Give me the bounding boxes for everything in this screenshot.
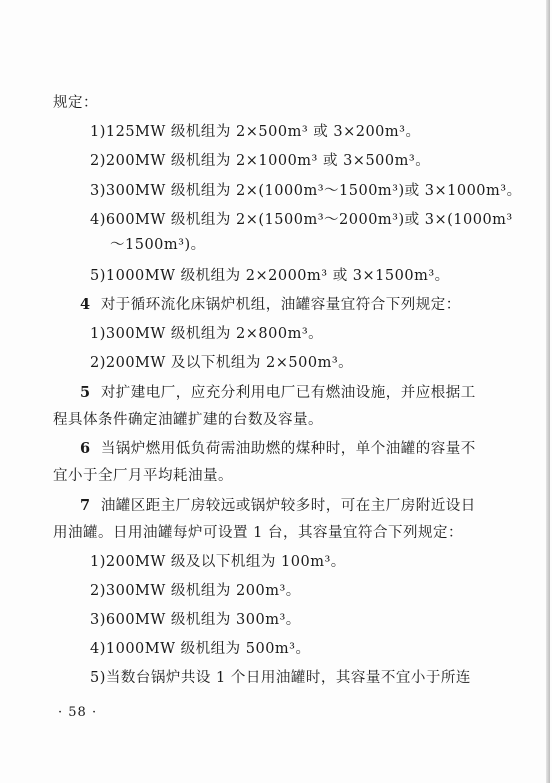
clause-number: 5 [80, 384, 91, 401]
clause-number: 6 [80, 440, 91, 457]
text-line: 程具体条件确定油罐扩建的台数及容量。 [53, 412, 323, 428]
list-item: 1)300MW 级机组为 2×800m³。 [90, 326, 324, 342]
list-item: 4)600MW 级机组为 2×(1500m³～2000m³)或 3×(1000m³ [90, 212, 513, 228]
clause: 5 对扩建电厂，应充分利用电厂已有燃油设施，并应根据工 [80, 384, 476, 401]
clause: 4 对于循环流化床锅炉机组，油罐容量宜符合下列规定： [80, 296, 461, 313]
list-item: 3)300MW 级机组为 2×(1000m³～1500m³)或 3×1000m³。 [90, 183, 522, 199]
clause: 6 当锅炉燃用低负荷需油助燃的煤种时，单个油罐的容量不 [80, 440, 476, 457]
text-line: 宜小于全厂月平均耗油量。 [53, 468, 233, 484]
list-item: 1)200MW 级及以下机组为 100m³。 [90, 554, 346, 570]
list-item: 4)1000MW 级机组为 500m³。 [90, 641, 311, 657]
list-item: 2)200MW 级机组为 2×1000m³ 或 3×500m³。 [90, 153, 431, 169]
clause: 7 油罐区距主厂房较远或锅炉较多时，可在主厂房附近设日 [80, 497, 476, 514]
clause-number: 4 [80, 296, 91, 313]
list-item: 1)125MW 级机组为 2×500m³ 或 3×200m³。 [90, 124, 421, 140]
text-line: 规定： [53, 95, 98, 111]
page-number: · 58 · [58, 705, 98, 720]
text-line: 用油罐。日用油罐每炉可设置 1 台，其容量宜符合下列规定： [53, 525, 463, 541]
list-item: 5)1000MW 级机组为 2×2000m³ 或 3×1500m³。 [90, 268, 450, 284]
clause-number: 7 [80, 497, 91, 514]
list-item: 2)300MW 级机组为 200m³。 [90, 583, 301, 599]
list-item: 3)600MW 级机组为 300m³。 [90, 612, 301, 628]
list-item: 2)200MW 及以下机组为 2×500m³。 [90, 355, 354, 371]
list-item: 5)当数台锅炉共设 1 个日用油罐时，其容量不宜小于所连 [90, 670, 471, 686]
list-item-continuation: ～1500m³)。 [110, 237, 206, 253]
page-edge-shadow [546, 0, 550, 783]
